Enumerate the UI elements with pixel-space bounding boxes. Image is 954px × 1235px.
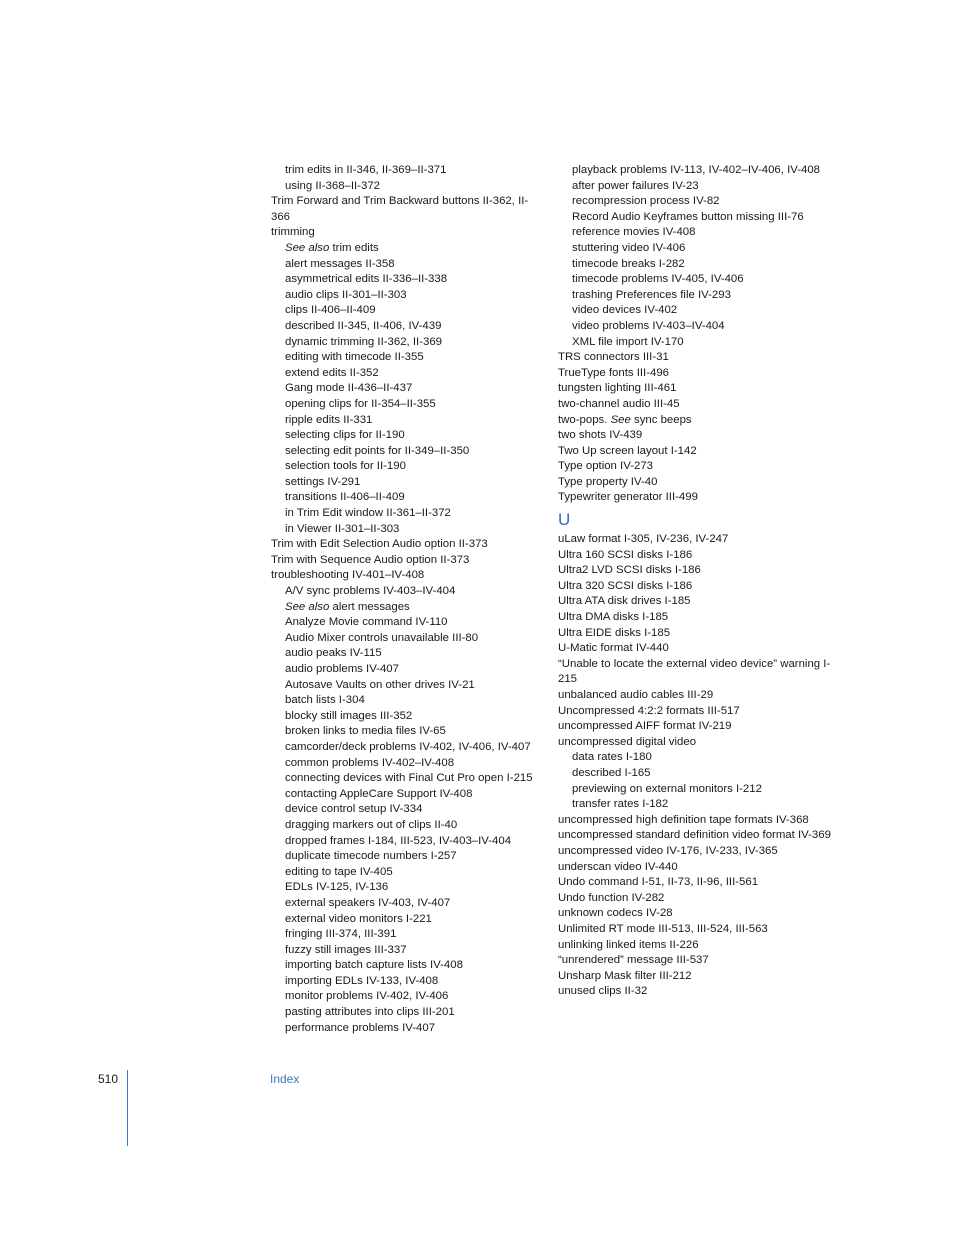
index-subentry: trim edits in II-346, II-369–II-371 xyxy=(285,164,447,176)
index-entry: unknown codecs IV-28 xyxy=(558,907,673,920)
index-subentry: external speakers IV-403, IV-407 xyxy=(285,896,451,909)
index-subentry: dropped frames I-184, III-523, IV-403–IV-404 xyxy=(285,834,512,847)
index-entry: uncompressed high definition tape formats IV-368 xyxy=(558,813,809,826)
index-entry: unused clips II-32 xyxy=(558,985,648,998)
index-subentry: external video monitors I-221 xyxy=(285,912,432,925)
index-entry: TRS connectors III-31 xyxy=(558,351,669,364)
index-subentry: ripple edits II-331 xyxy=(285,413,373,426)
index-subentry: Audio Mixer controls unavailable III-80 xyxy=(285,631,479,644)
index-subentry: data rates I-180 xyxy=(572,751,652,764)
index-subentry: A/V sync problems IV-403–IV-404 xyxy=(285,585,456,598)
index-subentry: batch lists I-304 xyxy=(285,694,365,707)
index-subentry: connecting devices with Final Cut Pro open I-215 xyxy=(285,772,533,785)
index-subentry: broken links to media files IV-65 xyxy=(285,725,446,738)
page-number: 510 xyxy=(98,1072,119,1086)
index-subentry: contacting AppleCare Support IV-408 xyxy=(285,787,473,800)
index-subentry: settings IV-291 xyxy=(285,475,361,488)
index-entry: tungsten lighting III-461 xyxy=(558,382,677,395)
index-entry: uLaw format I-305, IV-236, IV-247 xyxy=(558,533,729,546)
see-also-label: See also xyxy=(285,241,330,254)
index-entry: Two Up screen layout I-142 xyxy=(558,444,697,457)
footer-rule xyxy=(127,1070,128,1146)
index-entry: Ultra DMA disks I-185 xyxy=(558,611,669,624)
index-entry: Trim with Edit Selection Audio option II-373 xyxy=(271,538,488,551)
index-subentry: pasting attributes into clips III-201 xyxy=(285,1006,455,1019)
index-subentry: common problems IV-402–IV-408 xyxy=(285,756,455,769)
index-subentry xyxy=(271,241,546,257)
index-subentry: clips II-406–II-409 xyxy=(285,304,376,317)
index-entry: Trim with Sequence Audio option II-373 xyxy=(271,553,470,566)
index-entry-text: two-pops. xyxy=(558,413,611,426)
index-column-right xyxy=(558,163,833,1000)
index-subentry: monitor problems IV-402, IV-406 xyxy=(285,990,449,1003)
index-entry: Ultra EIDE disks I-185 xyxy=(558,626,671,639)
index-subentry: described II-345, II-406, IV-439 xyxy=(285,319,442,332)
index-entry: uncompressed AIFF format IV-219 xyxy=(558,720,732,733)
index-subentry: timecode problems IV-405, IV-406 xyxy=(572,273,744,286)
index-subentry: selecting edit points for II-349–II-350 xyxy=(285,444,470,457)
index-subentry: selection tools for II-190 xyxy=(285,460,406,473)
index-subentry: editing with timecode II-355 xyxy=(285,351,424,364)
index-group-u xyxy=(558,532,833,1000)
index-entry: “Unable to locate the external video device” warning I-215 xyxy=(558,657,831,686)
index-entry: U-Matic format IV-440 xyxy=(558,642,669,655)
index-entry: Unsharp Mask filter III-212 xyxy=(558,969,692,982)
index-subentry: using II-368–II-372 xyxy=(285,179,380,192)
index-subentry: fuzzy still images III-337 xyxy=(285,943,407,956)
index-entry: underscan video IV-440 xyxy=(558,860,678,873)
index-entry: Type option IV-273 xyxy=(558,460,653,473)
index-subentry: duplicate timecode numbers I-257 xyxy=(285,850,457,863)
index-subentry: camcorder/deck problems IV-402, IV-406, IV-407 xyxy=(285,740,531,753)
index-subentry: device control setup IV-334 xyxy=(285,803,423,816)
index-entry: Ultra 320 SCSI disks I-186 xyxy=(558,579,693,592)
footer-section-name: Index xyxy=(270,1072,300,1086)
index-entry: “unrendered” message III-537 xyxy=(558,954,709,967)
index-entry: Typewriter generator III-499 xyxy=(558,491,698,504)
index-subentry: EDLs IV-125, IV-136 xyxy=(285,881,389,894)
index-subentry: dragging markers out of clips II-40 xyxy=(285,818,458,831)
index-subentry: Autosave Vaults on other drives IV-21 xyxy=(285,678,475,691)
see-label: See xyxy=(610,413,631,426)
index-subentry: stuttering video IV-406 xyxy=(572,241,686,254)
index-subentry: Analyze Movie command IV-110 xyxy=(285,616,448,629)
index-entry: troubleshooting IV-401–IV-408 xyxy=(271,569,425,582)
index-subentry: Record Audio Keyframes button missing III-76 xyxy=(572,210,804,223)
index-subentry: fringing III-374, III-391 xyxy=(285,928,397,941)
index-subentry: selecting clips for II-190 xyxy=(285,429,405,442)
index-group-t-continued xyxy=(558,163,833,506)
index-subentry: performance problems IV-407 xyxy=(285,1021,436,1034)
index-subentry: transfer rates I-182 xyxy=(572,798,669,811)
index-entry: uncompressed digital video xyxy=(558,735,697,748)
see-also-label: See also xyxy=(285,600,330,613)
index-entry: Undo command I-51, II-73, II-96, III-561 xyxy=(558,876,759,889)
index-entry-text: trim edits xyxy=(329,241,379,254)
index-subentry: Gang mode II-436–II-437 xyxy=(285,382,413,395)
index-subentry: video devices IV-402 xyxy=(572,304,678,317)
index-entry: Type property IV-40 xyxy=(558,475,658,488)
index-entry-text: alert messages xyxy=(329,600,410,613)
index-subentry: alert messages II-358 xyxy=(285,257,395,270)
index-subentry: audio clips II-301–II-303 xyxy=(285,288,407,301)
index-subentry: editing to tape IV-405 xyxy=(285,865,393,878)
index-entry: uncompressed video IV-176, IV-233, IV-365 xyxy=(558,844,778,857)
index-subentry: in Viewer II-301–II-303 xyxy=(285,522,400,535)
index-entry: two-channel audio III-45 xyxy=(558,397,680,410)
index-subentry: importing batch capture lists IV-408 xyxy=(285,959,463,972)
index-subentry: trashing Preferences file IV-293 xyxy=(572,288,731,301)
index-subentry: dynamic trimming II-362, II-369 xyxy=(285,335,442,348)
index-entry: unbalanced audio cables III-29 xyxy=(558,689,714,701)
index-subentry: XML file import IV-170 xyxy=(572,335,684,348)
index-entry xyxy=(558,413,833,429)
index-entry: trimming xyxy=(271,226,315,239)
index-subentry: opening clips for II-354–II-355 xyxy=(285,397,436,410)
index-subentry: video problems IV-403–IV-404 xyxy=(572,319,725,332)
index-subentry: asymmetrical edits II-336–II-338 xyxy=(285,273,448,286)
index-entry: Trim Forward and Trim Backward buttons II-362, II-366 xyxy=(271,195,529,223)
index-subentry: playback problems IV-113, IV-402–IV-406, IV-408 xyxy=(572,164,821,176)
index-subentry: blocky still images III-352 xyxy=(285,709,413,722)
index-entry: TrueType fonts III-496 xyxy=(558,366,670,379)
index-entry: unlinking linked items II-226 xyxy=(558,938,699,951)
index-entry: uncompressed standard definition video format IV-369 xyxy=(558,829,831,842)
index-entry: Undo function IV-282 xyxy=(558,891,665,904)
index-subentry: described I-165 xyxy=(572,766,651,779)
section-letter-heading: U xyxy=(558,510,571,530)
index-subentry: after power failures IV-23 xyxy=(572,179,699,192)
index-subentry: transitions II-406–II-409 xyxy=(285,491,405,504)
index-entry: Ultra 160 SCSI disks I-186 xyxy=(558,548,693,561)
index-subentry: audio peaks IV-115 xyxy=(285,647,382,660)
index-subentry: in Trim Edit window II-361–II-372 xyxy=(285,507,451,520)
index-subentry: timecode breaks I-282 xyxy=(572,257,685,270)
index-subentry: audio problems IV-407 xyxy=(285,663,399,675)
index-entry: Ultra2 LVD SCSI disks I-186 xyxy=(558,564,701,577)
index-entry: two shots IV-439 xyxy=(558,429,643,442)
index-subentry: recompression process IV-82 xyxy=(572,195,720,208)
index-subentry: importing EDLs IV-133, IV-408 xyxy=(285,974,439,987)
index-entry-reference: sync beeps xyxy=(630,413,692,426)
index-column-left xyxy=(271,163,546,1036)
index-subentry: reference movies IV-408 xyxy=(572,226,696,239)
index-subentry: previewing on external monitors I-212 xyxy=(572,782,762,795)
index-subentry: extend edits II-352 xyxy=(285,366,379,379)
index-entry: Unlimited RT mode III-513, III-524, III-563 xyxy=(558,922,768,935)
index-subentry xyxy=(271,600,546,616)
index-entry: Uncompressed 4:2:2 formats III-517 xyxy=(558,704,740,717)
index-entry: Ultra ATA disk drives I-185 xyxy=(558,595,691,608)
